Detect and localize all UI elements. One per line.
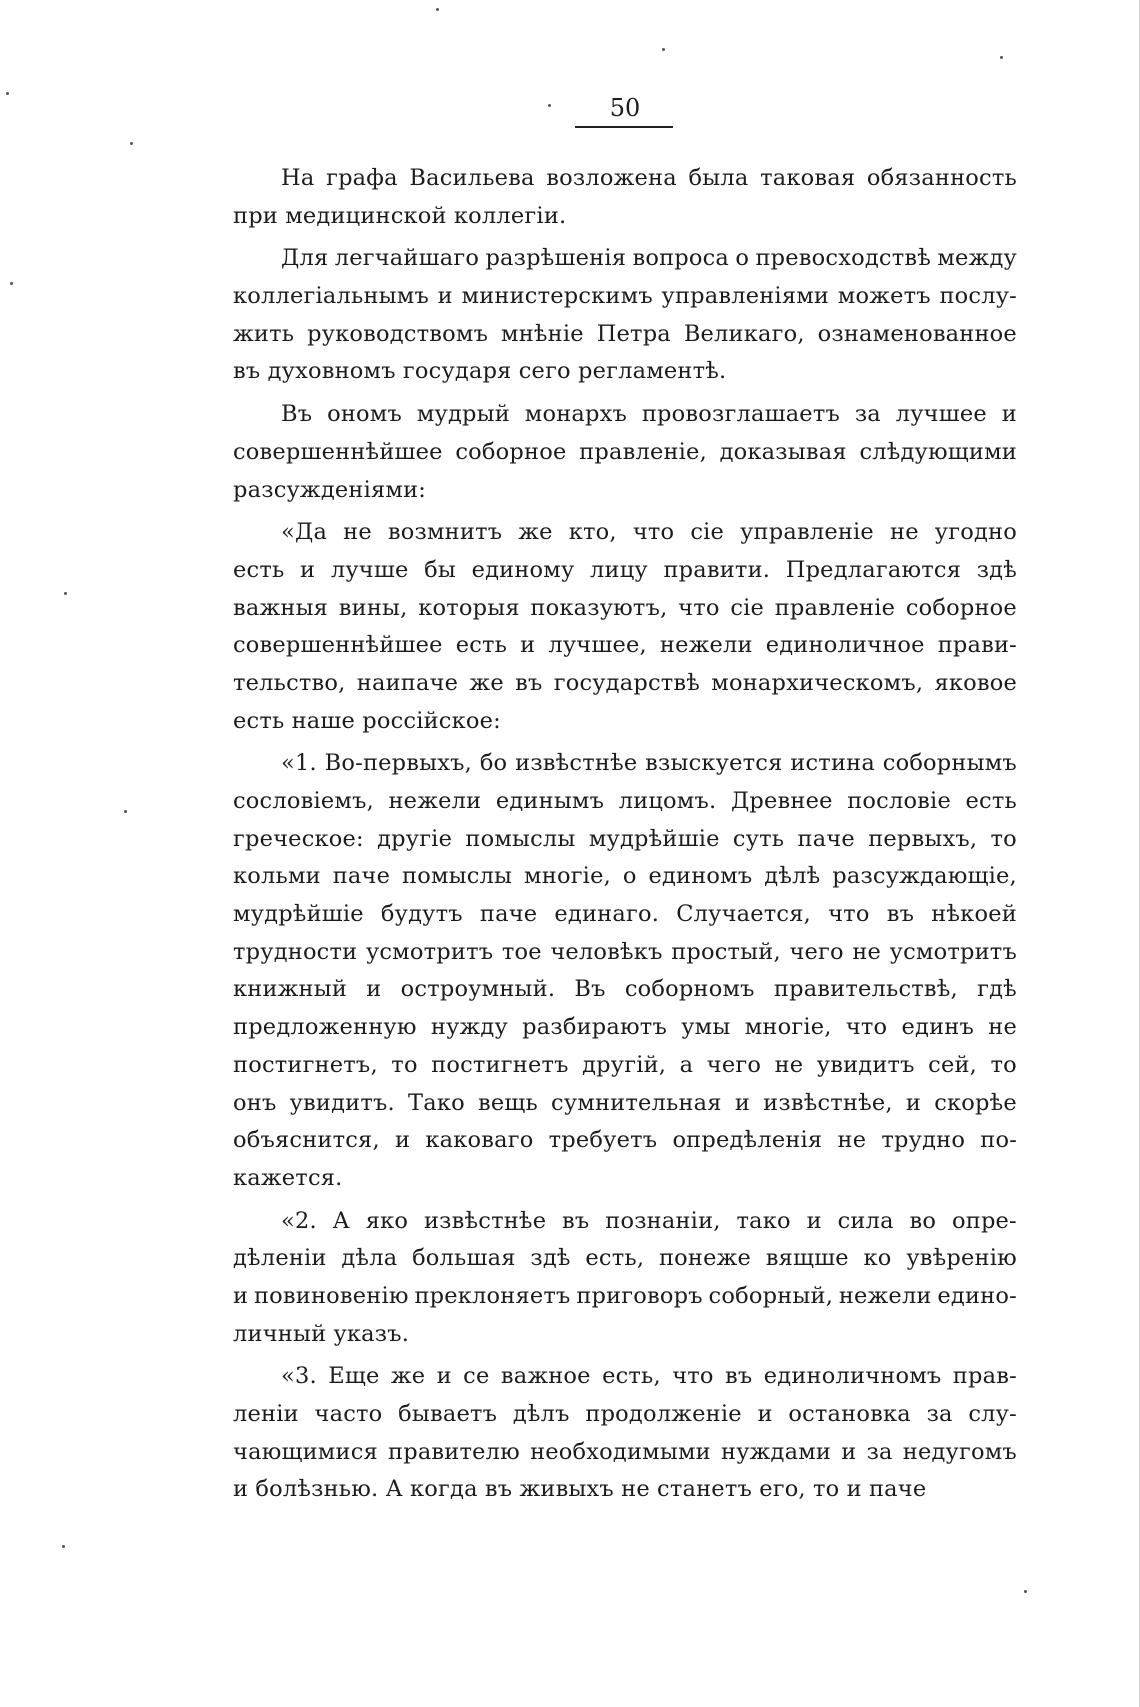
text-line: Для легчайшаго разрѣшенія вопроса о превосходствѣ между [281, 245, 1017, 272]
text-line: и повиновенію преклоняетъ приговоръ соборный, нежели едино- [233, 1282, 1017, 1309]
text-line: кольми паче помыслы многіе, о единомъ дѣлѣ разсуждающіе, [233, 863, 1017, 890]
text-line: совершеннѣйшее соборное правленіе, доказывая слѣдующими [233, 438, 1017, 465]
text-line: объяснится, и каковаго требуетъ опредѣленія не трудно по- [233, 1127, 1017, 1154]
text-line: важныя вины, которыя показуютъ, что сіе правленіе соборное [233, 594, 1017, 621]
text-line: мудрѣйшіе будутъ паче единаго. Случается, что въ нѣкоей [233, 901, 1017, 928]
scan-speck [548, 104, 551, 107]
text-line: коллегіальнымъ и министерскимъ управленіями можетъ послу- [233, 283, 1017, 310]
text-line: Въ ономъ мудрый монархъ провозглашаетъ за лучшее и [281, 401, 1017, 428]
text-line: совершеннѣйшее есть и лучшее, нежели единоличное прави- [233, 632, 1017, 659]
text-line: разсужденіями: [233, 476, 427, 503]
text-line: жить руководствомъ мнѣніе Петра Великаго, ознаменованное [233, 320, 1017, 347]
text-line: при медицинской коллегіи. [233, 202, 567, 229]
body-text [233, 160, 1017, 1509]
scan-speck [1000, 56, 1003, 59]
scan-speck [662, 48, 665, 51]
text-line: и болѣзнью. А когда въ живыхъ не станетъ его, то и паче [233, 1476, 927, 1503]
page-number: 50 [609, 94, 641, 122]
text-line: тельство, наипаче же въ государствѣ монархическомъ, яковое [233, 669, 1017, 696]
text-line: постигнетъ, то постигнетъ другій, а чего не увидитъ сей, то [233, 1051, 1017, 1078]
text-line: личный указъ. [233, 1320, 410, 1347]
scan-speck [124, 810, 127, 813]
text-line: дѣленіи дѣла большая здѣ есть, понеже вящше ко увѣренію [233, 1245, 1017, 1272]
text-line: леніи часто бываетъ дѣлъ продолженіе и остановка за слу- [233, 1401, 1017, 1427]
text-line: кажется. [233, 1164, 343, 1191]
text-line: онъ увидитъ. Тако вещь сумнительная и извѣстнѣе, и скорѣе [233, 1089, 1017, 1116]
text-line: сословіемъ, нежели единымъ лицомъ. Древнее пословіе есть [233, 788, 1017, 814]
text-line: «2. А яко извѣстнѣе въ познаніи, тако и сила во опре- [281, 1207, 1017, 1234]
text-line: греческое: другіе помыслы мудрѣйшіе суть паче первыхъ, то [233, 825, 1017, 852]
text-line: «1. Во-первыхъ, бо извѣстнѣе взыскуется истина соборнымъ [281, 750, 1017, 777]
text-line: На графа Васильева возложена была таковая обязанность [281, 165, 1017, 191]
scan-speck [6, 92, 9, 95]
text-line: есть наше россійское: [233, 707, 501, 734]
text-line: предложенную нужду разбираютъ умы многіе, что единъ не [233, 1014, 1017, 1041]
scan-speck [130, 142, 133, 145]
scan-speck [62, 1545, 65, 1548]
text-line: есть и лучше бы единому лицу правити. Предлагаются здѣ [233, 556, 1017, 583]
scan-speck [1024, 1590, 1027, 1593]
page-number-rule [575, 126, 673, 128]
scan-speck [64, 592, 67, 595]
scan-speck [436, 8, 439, 11]
text-line: трудности усмотритъ тое человѣкъ простый, чего не усмотритъ [233, 938, 1017, 965]
text-line: чающимися правителю необходимыми нуждами и за недугомъ [233, 1438, 1017, 1465]
scan-speck [10, 282, 13, 285]
text-line: «Да не возмнитъ же кто, что сіе управленіе не угодно [281, 519, 1017, 546]
text-line: «3. Еще же и се важное есть, что въ единоличномъ прав- [281, 1363, 1017, 1390]
text-line: въ духовномъ государя сего регламентѣ. [233, 358, 727, 385]
text-line: книжный и остроумный. Въ соборномъ правительствѣ, гдѣ [233, 976, 1017, 1003]
